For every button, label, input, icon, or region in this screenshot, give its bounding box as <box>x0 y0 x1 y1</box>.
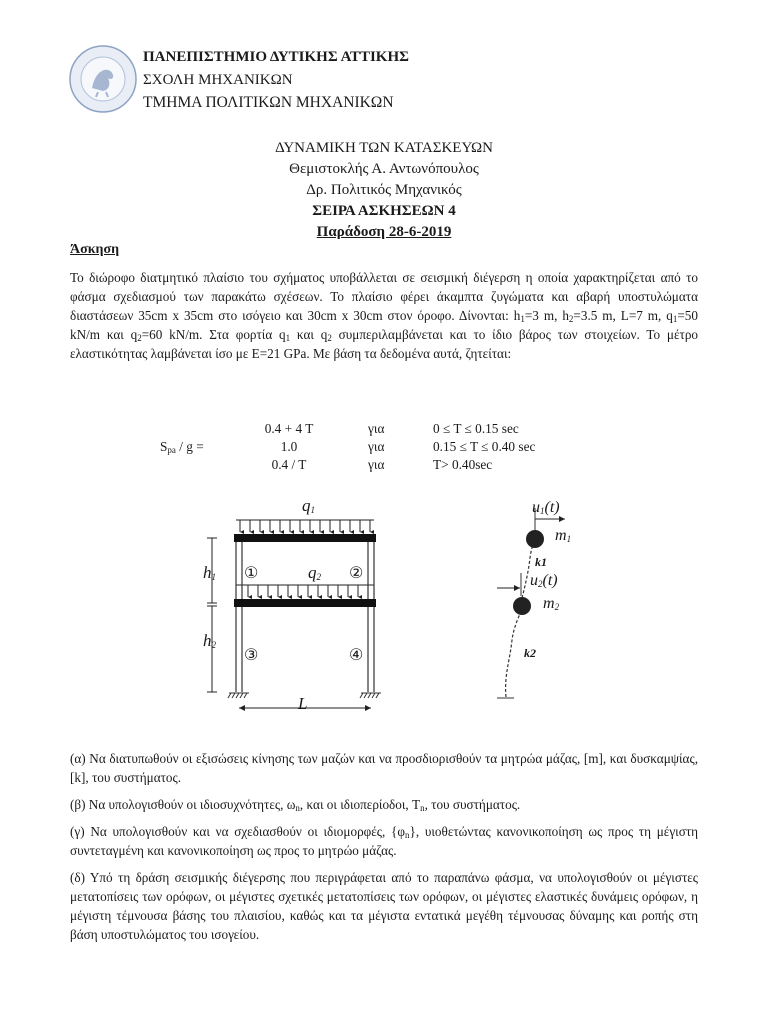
exercise-statement: Το διώροφο διατμητικό πλαίσιο του σχήματος υποβάλλεται σε σεισμική διέγερση η οποία χαρακτηρίζεται από το φάσμα σχεδιασμού των παρακάτω σχέσεων. Το πλαίσιο φέρει άκαμπτα ζυγώματα και αβαρή υποστυλώματα διαστάσεων 35cm x 35cm στο ισόγειο και 30cm x 30cm στον όροφο. Δίνονται: $h_1=3$ m, $h_2=3.5$ m, L=7 m, $q_1=50$ kN/m και $q_2=60$ kN/m. Στα φορτία $q_1$ και $q_2$ συμπεριλαμβάνεται και το ίδιο βάρος των στοιχείων. Το μέτρο ελαστικότητας λαμβάνεται ίσο με E=21 GPa. Με βάση τα δεδομένα αυτά, ζητείται: <box>70 270 698 361</box>
question-a: (α) Να διατυπωθούν οι εξισώσεις κίνησης των μαζών και να προσδιορισθούν τα μητρώα μάζας, [m], και δυσκαμψίας, [k], του συστήματος. <box>70 751 698 785</box>
spectrum-cond-1: 0 ≤ T ≤ 0.15 sec <box>433 421 519 436</box>
spectrum-word-1: για <box>368 421 385 436</box>
m2-label: $m_2$ <box>543 595 560 612</box>
h1-label: $h_1$ <box>203 563 216 582</box>
k2-label: k2 <box>524 646 536 660</box>
u1-label: $u_1(t)$ <box>532 499 560 516</box>
spectrum-word-2: για <box>368 439 385 454</box>
q2-label: $q_2$ <box>308 563 321 582</box>
column-3-label: ③ <box>244 647 259 664</box>
exercise-heading: Άσκηση <box>70 242 120 257</box>
spectrum-lhs: $S_{pa}$ / g = <box>160 439 204 455</box>
spectrum-expr-3: 0.4 / T <box>271 457 307 472</box>
column-4-label: ④ <box>349 647 364 664</box>
m1-label: $m_1$ <box>555 527 572 544</box>
author-title: Δρ. Πολιτικός Μηχανικός <box>306 182 462 198</box>
course-title: ΔΥΝΑΜΙΚΗ ΤΩΝ ΚΑΤΑΣΚΕΥΩΝ <box>275 140 493 156</box>
exercise-series: ΣΕΙΡΑ ΑΣΚΗΣΕΩΝ 4 <box>312 203 456 219</box>
mass-2 <box>513 597 531 615</box>
question-c: (γ) Να υπολογισθούν και να σχεδιασθούν οι ιδιομορφές, $\{\varphi_n\}$, υιοθετώντας κανονικοποίηση ως προς τη μέγιστη συντεταγμένη και κανονικοποίηση ως προς το μητρώο μάζας. <box>70 824 699 858</box>
department-name: ΤΜΗΜΑ ΠΟΛΙΤΙΚΩΝ ΜΗΧΑΝΙΚΩΝ <box>143 94 394 111</box>
spectrum-expr-1: 0.4 + 4 T <box>264 421 314 436</box>
q2-load <box>236 585 374 597</box>
h2-label: $h_2$ <box>203 631 216 650</box>
column-1-label: ① <box>244 565 259 582</box>
span-label: L <box>298 694 308 713</box>
k1-label: k1 <box>535 555 547 569</box>
spectrum-cond-3: T> 0.40sec <box>433 457 493 472</box>
spectrum-word-3: για <box>368 457 385 472</box>
top-beam <box>234 534 376 542</box>
spectrum-cond-2: 0.15 ≤ T ≤ 0.40 sec <box>433 439 536 454</box>
university-name: ΠΑΝΕΠΙΣΤΗΜΙΟ ΔΥΤΙΚΗΣ ΑΤΤΙΚΗΣ <box>143 49 409 65</box>
mass-1 <box>526 530 544 548</box>
spectrum-expr-2: 1.0 <box>280 439 298 454</box>
u2-label: $u_2(t)$ <box>530 572 558 589</box>
deadline: Παράδοση 28-6-2019 <box>316 224 452 240</box>
school-name: ΣΧΟΛΗ ΜΗΧΑΝΙΚΩΝ <box>143 72 293 88</box>
height-dimensions <box>207 538 217 692</box>
question-b: (β) Να υπολογισθούν οι ιδιοσυχνότητες, $\omega_n$, και οι ιδιοπερίοδοι, $T_n$, του συστήματος. <box>70 797 521 813</box>
column-2-label: ② <box>349 565 364 582</box>
middle-beam <box>234 599 376 607</box>
q1-label: $q_1$ <box>302 496 315 515</box>
author-name: Θεμιστοκλής Α. Αντωνόπουλος <box>289 161 479 177</box>
question-d: (δ) Υπό τη δράση σεισμικής διέγερσης που περιγράφεται από το παραπάνω φάσμα, να υπολογισθούν οι μέγιστες μετατοπίσεις των ορόφων, οι μέγιστες σχετικές μετατοπίσεις των ορόφων, οι μέγιστες ελαστικές δυνάμεις ορόφων, η μέγιστη τέμνουσα βάσης του πλαισίου, καθώς και τα μέγιστα εντατικά μεγέθη τέμνουσας δύναμης και ροπής στη βάση υποστυλώματος του ισογείου. <box>70 870 698 942</box>
q1-load <box>236 520 374 532</box>
